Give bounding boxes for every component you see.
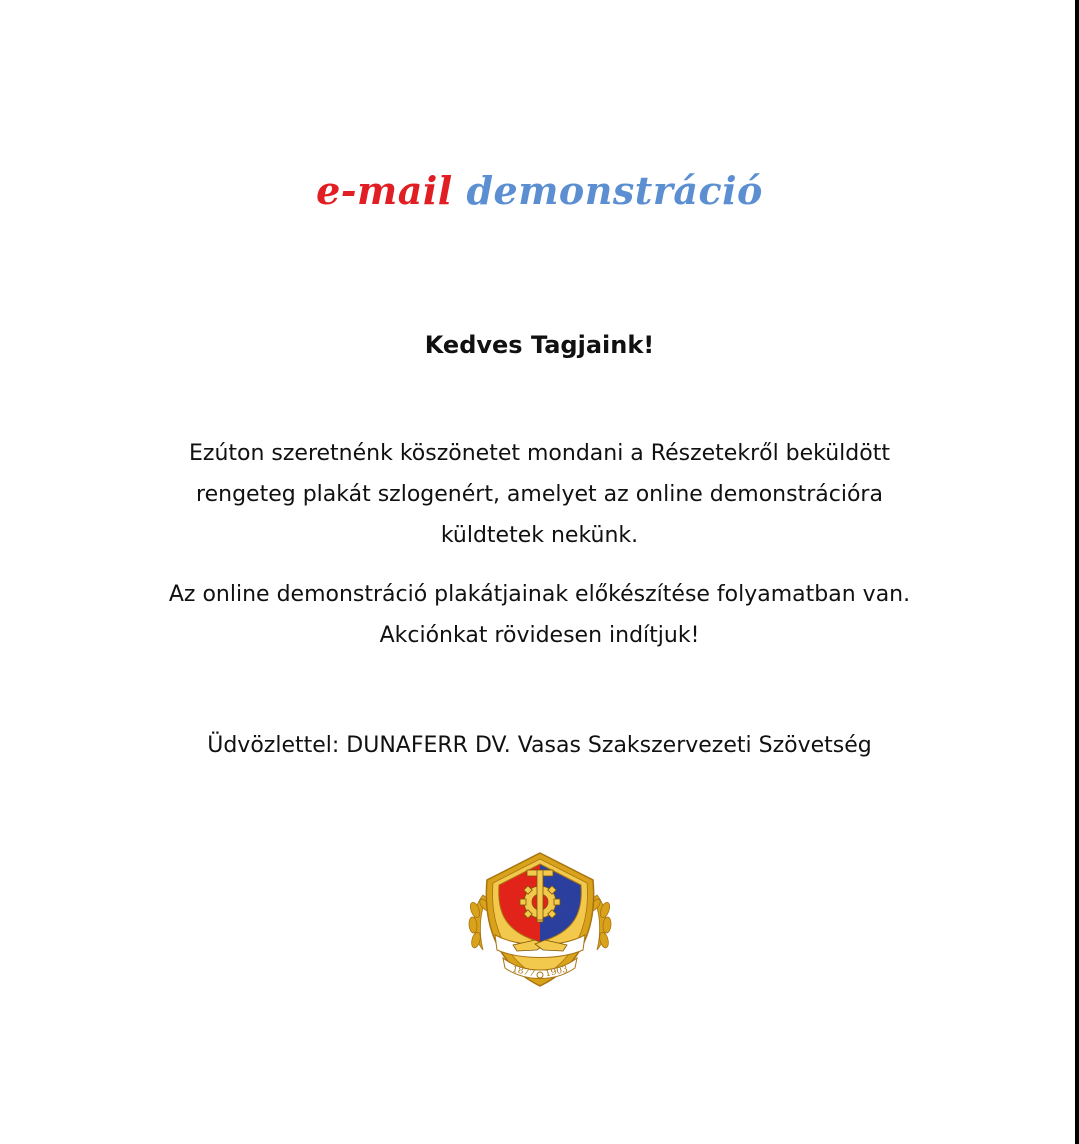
- paragraph-thanks: [100, 433, 979, 556]
- signature: Üdvözlettel: DUNAFERR DV. Vasas Szakszervezeti Szövetség: [207, 733, 872, 758]
- paragraph-status: [100, 574, 979, 656]
- logo-year-left: 1877: [511, 964, 536, 980]
- page-title: [0, 168, 1079, 213]
- paragraph-line: Az online demonstráció plakátjainak előkészítése folyamatban van.: [168, 582, 911, 607]
- title-word-email: e-mail: [316, 168, 453, 213]
- logo-year-right: 1903: [544, 964, 569, 980]
- greeting-heading: Kedves Tagjaink!: [424, 331, 655, 359]
- paragraph-line: rengeteg plakát szlogenért, amelyet az online demonstrációra: [196, 482, 883, 507]
- paragraph-line: Akciónkat rövidesen indítjuk!: [379, 623, 700, 648]
- union-emblem-logo: [465, 850, 615, 990]
- paragraph-line: küldtetek nekünk.: [440, 523, 639, 548]
- title-word-demonstracio: demonstráció: [466, 168, 763, 213]
- paragraph-line: Ezúton szeretnénk köszönetet mondani a Részetekről beküldött: [189, 441, 890, 466]
